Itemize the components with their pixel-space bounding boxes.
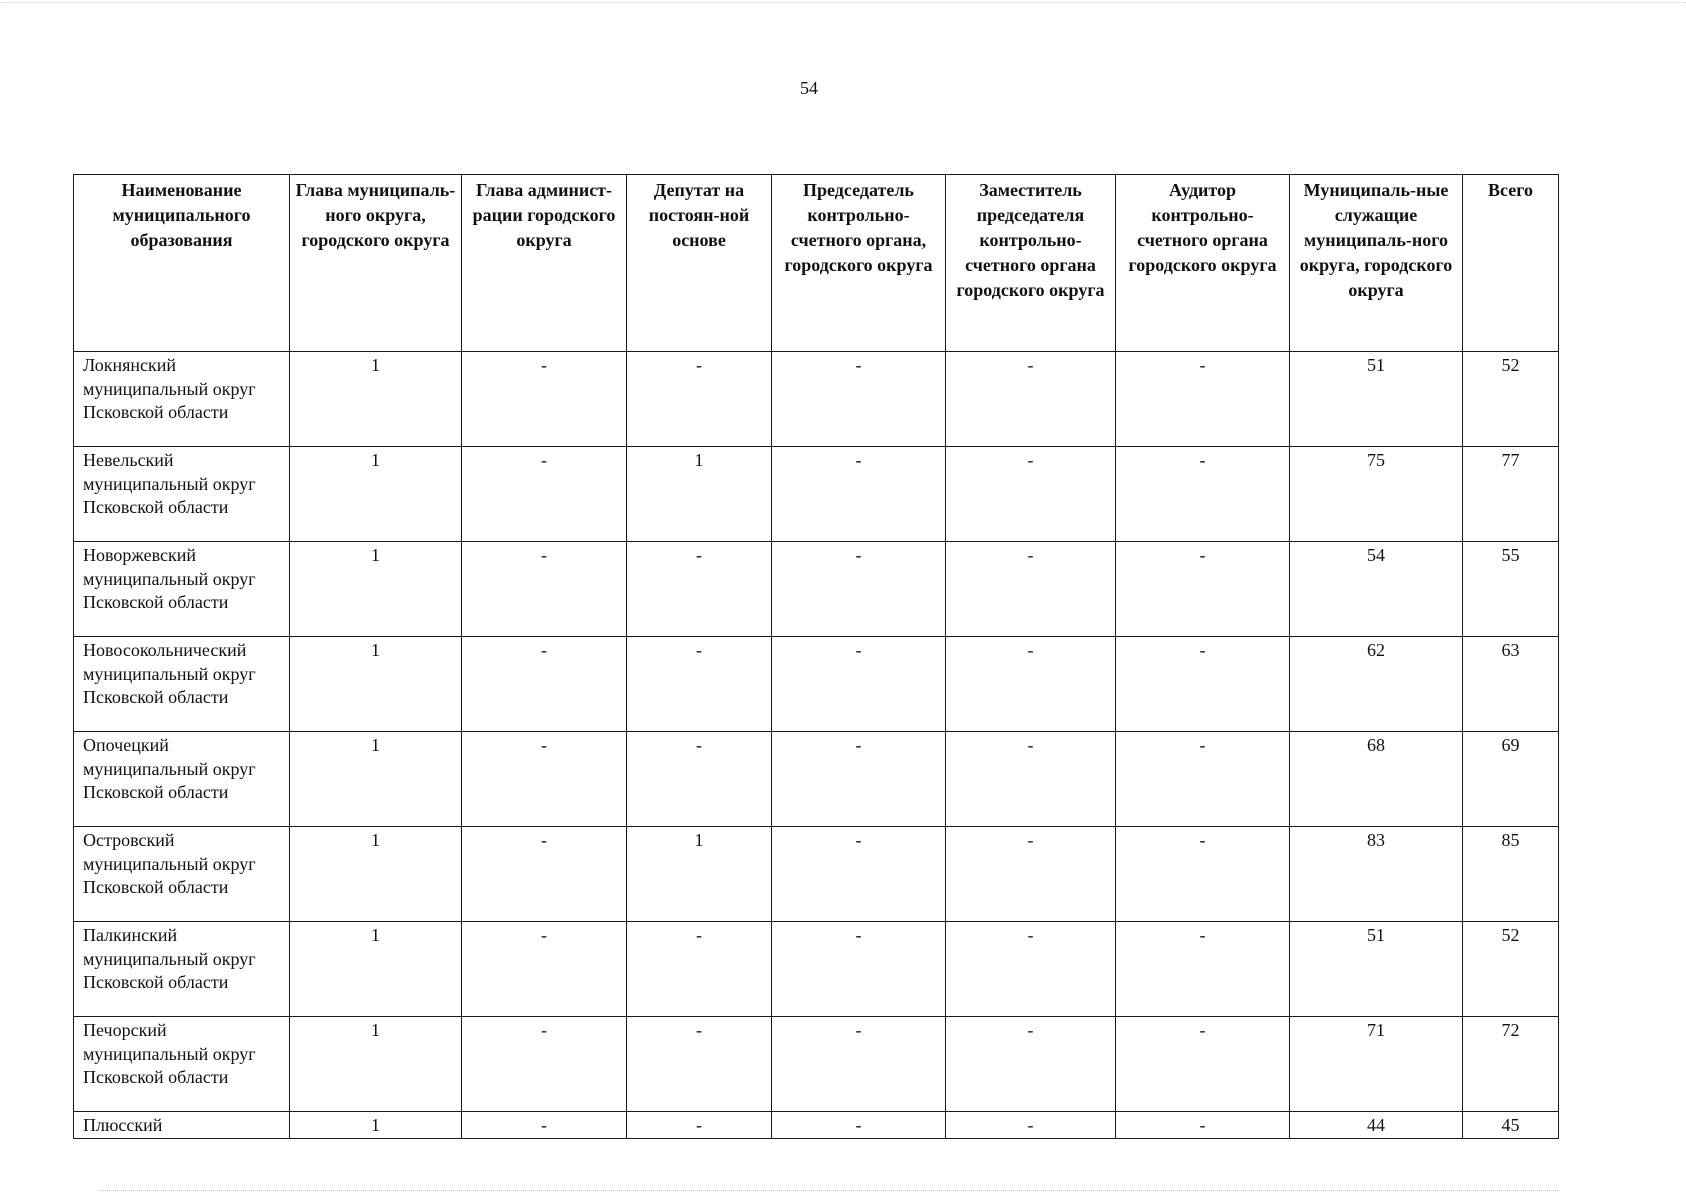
header-cell: Председатель контрольно-счетного органа, городского округа bbox=[772, 175, 946, 352]
header-cell: Всего bbox=[1463, 175, 1559, 352]
value-cell: 68 bbox=[1290, 732, 1463, 827]
value-cell: 1 bbox=[290, 1017, 462, 1112]
staffing-table-container bbox=[73, 174, 1558, 1139]
value-cell: - bbox=[627, 1112, 772, 1139]
total-cell: 69 bbox=[1463, 732, 1559, 827]
value-cell: - bbox=[772, 637, 946, 732]
scan-edge-top bbox=[0, 2, 1686, 4]
total-cell: 52 bbox=[1463, 922, 1559, 1017]
value-cell: - bbox=[946, 1112, 1116, 1139]
value-cell: 54 bbox=[1290, 542, 1463, 637]
table-row bbox=[74, 1017, 1559, 1112]
value-cell: 44 bbox=[1290, 1112, 1463, 1139]
value-cell: - bbox=[627, 1017, 772, 1112]
total-cell: 85 bbox=[1463, 827, 1559, 922]
header-cell: Муниципаль-ные служащие муниципаль-ного округа, городского округа bbox=[1290, 175, 1463, 352]
value-cell: - bbox=[772, 352, 946, 447]
header-cell: Глава муниципаль-ного округа, городского округа bbox=[290, 175, 462, 352]
value-cell: 1 bbox=[627, 827, 772, 922]
municipality-name-cell: Невельский муниципальный округ Псковской области bbox=[74, 447, 290, 542]
total-cell: 72 bbox=[1463, 1017, 1559, 1112]
total-cell: 52 bbox=[1463, 352, 1559, 447]
value-cell: 62 bbox=[1290, 637, 1463, 732]
table-row bbox=[74, 542, 1559, 637]
value-cell: - bbox=[627, 732, 772, 827]
municipality-name-cell: Печорский муниципальный округ Псковской области bbox=[74, 1017, 290, 1112]
table-row bbox=[74, 827, 1559, 922]
value-cell: - bbox=[627, 922, 772, 1017]
value-cell: - bbox=[462, 352, 627, 447]
value-cell: 1 bbox=[290, 732, 462, 827]
value-cell: - bbox=[1116, 447, 1290, 542]
value-cell: - bbox=[627, 542, 772, 637]
value-cell: - bbox=[462, 447, 627, 542]
value-cell: - bbox=[946, 352, 1116, 447]
value-cell: - bbox=[946, 637, 1116, 732]
municipality-name-cell: Локнянский муниципальный округ Псковской области bbox=[74, 352, 290, 447]
value-cell: 71 bbox=[1290, 1017, 1463, 1112]
value-cell: - bbox=[772, 447, 946, 542]
value-cell: 1 bbox=[290, 447, 462, 542]
value-cell: - bbox=[946, 542, 1116, 637]
value-cell: 1 bbox=[290, 637, 462, 732]
table-row bbox=[74, 732, 1559, 827]
value-cell: - bbox=[462, 542, 627, 637]
value-cell: - bbox=[462, 732, 627, 827]
value-cell: - bbox=[772, 1112, 946, 1139]
value-cell: 1 bbox=[290, 352, 462, 447]
value-cell: 83 bbox=[1290, 827, 1463, 922]
value-cell: 1 bbox=[290, 1112, 462, 1139]
header-cell: Глава админист-рации городского округа bbox=[462, 175, 627, 352]
table-row bbox=[74, 637, 1559, 732]
value-cell: - bbox=[462, 1112, 627, 1139]
scan-edge-bottom bbox=[100, 1190, 1560, 1192]
table-header-row bbox=[74, 175, 1559, 352]
value-cell: - bbox=[772, 922, 946, 1017]
municipality-name-cell: Опочецкий муниципальный округ Псковской области bbox=[74, 732, 290, 827]
municipality-name-cell: Новосокольнический муниципальный округ Псковской области bbox=[74, 637, 290, 732]
value-cell: - bbox=[772, 732, 946, 827]
value-cell: - bbox=[1116, 542, 1290, 637]
table-row bbox=[74, 447, 1559, 542]
value-cell: 1 bbox=[290, 827, 462, 922]
value-cell: - bbox=[946, 447, 1116, 542]
table-row bbox=[74, 922, 1559, 1017]
value-cell: - bbox=[1116, 732, 1290, 827]
value-cell: - bbox=[946, 1017, 1116, 1112]
total-cell: 45 bbox=[1463, 1112, 1559, 1139]
value-cell: 75 bbox=[1290, 447, 1463, 542]
value-cell: - bbox=[946, 922, 1116, 1017]
header-cell: Аудитор контрольно-счетного органа городского округа bbox=[1116, 175, 1290, 352]
value-cell: - bbox=[1116, 637, 1290, 732]
value-cell: - bbox=[772, 1017, 946, 1112]
value-cell: - bbox=[772, 827, 946, 922]
municipality-name-cell: Палкинский муниципальный округ Псковской области bbox=[74, 922, 290, 1017]
value-cell: 1 bbox=[290, 922, 462, 1017]
total-cell: 77 bbox=[1463, 447, 1559, 542]
value-cell: 51 bbox=[1290, 922, 1463, 1017]
staffing-table bbox=[73, 174, 1559, 1139]
value-cell: - bbox=[627, 637, 772, 732]
value-cell: - bbox=[627, 352, 772, 447]
value-cell: 1 bbox=[627, 447, 772, 542]
table-row bbox=[74, 352, 1559, 447]
value-cell: - bbox=[772, 542, 946, 637]
value-cell: - bbox=[946, 732, 1116, 827]
page-number: 54 bbox=[800, 78, 818, 98]
value-cell: - bbox=[462, 1017, 627, 1112]
value-cell: - bbox=[1116, 827, 1290, 922]
value-cell: - bbox=[1116, 1112, 1290, 1139]
value-cell: 51 bbox=[1290, 352, 1463, 447]
value-cell: - bbox=[1116, 922, 1290, 1017]
header-cell: Наименование муниципального образования bbox=[74, 175, 290, 352]
value-cell: - bbox=[462, 922, 627, 1017]
value-cell: - bbox=[462, 827, 627, 922]
total-cell: 55 bbox=[1463, 542, 1559, 637]
value-cell: - bbox=[1116, 1017, 1290, 1112]
header-cell: Заместитель председателя контрольно-счетного органа городского округа bbox=[946, 175, 1116, 352]
value-cell: - bbox=[462, 637, 627, 732]
total-cell: 63 bbox=[1463, 637, 1559, 732]
value-cell: 1 bbox=[290, 542, 462, 637]
municipality-name-cell: Плюсский bbox=[74, 1112, 290, 1139]
value-cell: - bbox=[1116, 352, 1290, 447]
table-row bbox=[74, 1112, 1559, 1139]
header-cell: Депутат на постоян-ной основе bbox=[627, 175, 772, 352]
municipality-name-cell: Новоржевский муниципальный округ Псковской области bbox=[74, 542, 290, 637]
municipality-name-cell: Островский муниципальный округ Псковской области bbox=[74, 827, 290, 922]
value-cell: - bbox=[946, 827, 1116, 922]
